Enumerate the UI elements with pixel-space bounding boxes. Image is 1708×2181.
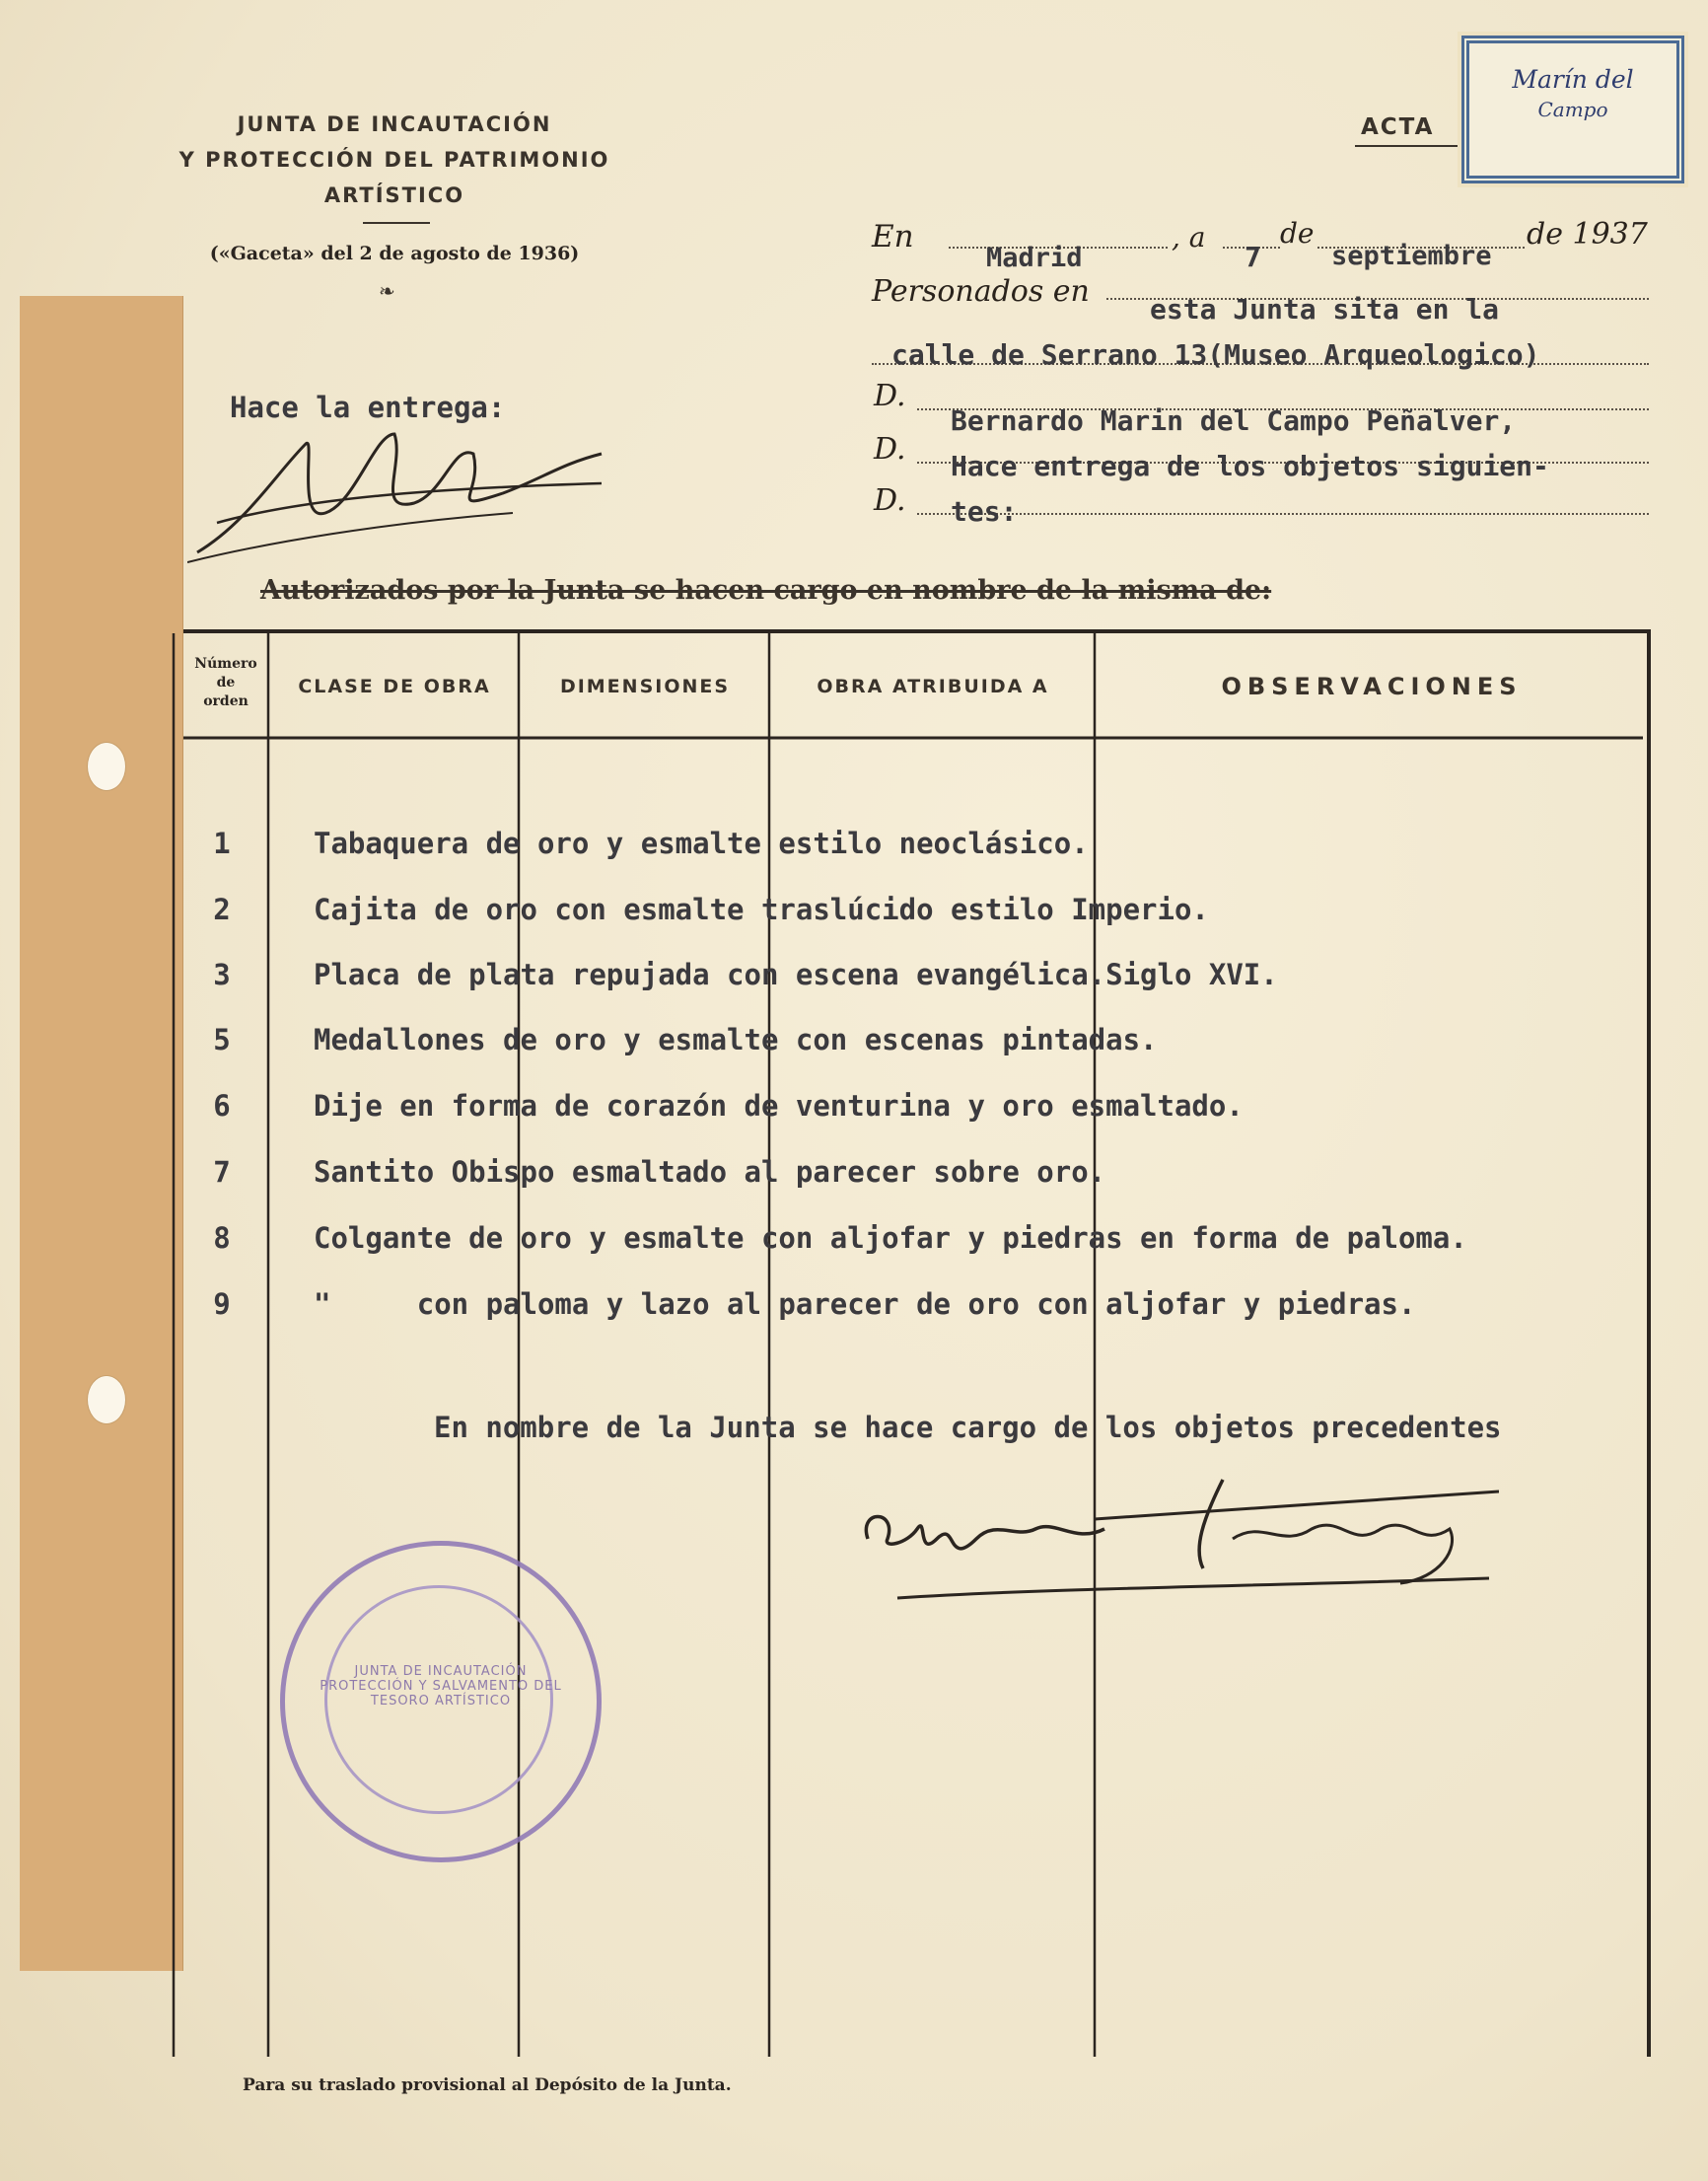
d-label-2: D. xyxy=(874,432,906,467)
header-clase-de-obra: CLASE DE OBRA xyxy=(298,676,491,697)
row-text: " con paloma y lazo al parecer de oro con aljofar y piedras. xyxy=(314,1287,1416,1321)
row-number: 8 xyxy=(213,1221,231,1255)
a-label: , a xyxy=(1172,221,1206,254)
footer-note: Para su traslado provisional al Depósito de la Junta. xyxy=(243,2075,732,2095)
row-text: Colgante de oro y esmalte con aljofar y piedras en forma de paloma. xyxy=(314,1221,1467,1255)
receiver-signature xyxy=(848,1470,1499,1618)
ornament-icon: ❧ xyxy=(379,279,395,303)
header-numero xyxy=(185,655,266,711)
row-text: Cajita de oro con esmalte traslúcido estilo Imperio. xyxy=(314,893,1209,926)
header-obra-atribuida: OBRA ATRIBUIDA A xyxy=(817,676,1049,697)
personados-label: Personados en xyxy=(872,274,1090,309)
row-number: 9 xyxy=(213,1287,231,1321)
header-observaciones: OBSERVACIONES xyxy=(1221,673,1523,700)
en-label: En xyxy=(872,219,914,254)
header-dimensiones: DIMENSIONES xyxy=(559,676,731,697)
seal-text: JUNTA DE INCAUTACIÓN PROTECCIÓN Y SALVAMENTO DEL TESORO ARTÍSTICO xyxy=(320,1664,562,1708)
d-value-1: Bernardo Marin del Campo Peñalver, xyxy=(951,404,1517,437)
year-label: de 1937 xyxy=(1527,217,1648,252)
d-label-1: D. xyxy=(874,379,906,413)
junta-seal xyxy=(280,1541,602,1862)
closing-statement: En nombre de la Junta se hace cargo de los objetos precedentes xyxy=(434,1411,1502,1444)
row-number: 6 xyxy=(213,1089,231,1123)
row-number: 7 xyxy=(213,1155,231,1189)
row-text: Medallones de oro y esmalte con escenas pintadas. xyxy=(314,1023,1158,1056)
row-number: 2 xyxy=(213,893,231,926)
place-value: Madrid xyxy=(986,243,1083,273)
stamp-text-2: Campo xyxy=(1537,98,1608,121)
row-number: 3 xyxy=(213,958,231,991)
d-value-3: tes: xyxy=(951,495,1018,528)
header-numero-1: Número xyxy=(194,656,257,672)
row-text: Santito Obispo esmaltado al parecer sobre oro. xyxy=(314,1155,1106,1189)
org-line-3: ARTÍSTICO xyxy=(323,183,465,207)
day-value: 7 xyxy=(1245,241,1261,273)
row-text: Tabaquera de oro y esmalte estilo neoclásico. xyxy=(314,827,1089,860)
gaceta-reference: («Gaceta» del 2 de agosto de 1936) xyxy=(209,243,580,264)
location-value-2: calle de Serrano 13(Museo Arqueologico) xyxy=(891,338,1540,371)
org-line-1: JUNTA DE INCAUTACIÓN xyxy=(237,112,552,136)
location-value-1: esta Junta sita en la xyxy=(1150,293,1500,326)
row-text: Placa de plata repujada con escena evangélica.Siglo XVI. xyxy=(314,958,1278,991)
hace-entrega-label: Hace la entrega: xyxy=(230,391,506,424)
row-text: Dije en forma de corazón de venturina y oro esmaltado. xyxy=(314,1089,1244,1123)
autorizados-text: Autorizados por la Junta se hacen cargo en nombre de la misma de: xyxy=(260,575,1272,606)
row-number: 1 xyxy=(213,827,231,860)
header-numero-2: de xyxy=(216,675,236,691)
row-number: 5 xyxy=(213,1023,231,1056)
acta-label: ACTA xyxy=(1361,114,1435,140)
org-line-2: Y PROTECCIÓN DEL PATRIMONIO xyxy=(178,148,610,172)
de-label: de xyxy=(1280,217,1315,250)
stamp-text-1: Marín del xyxy=(1512,65,1634,94)
d-label-3: D. xyxy=(874,483,906,518)
d-value-2: Hace entrega de los objetos siguien- xyxy=(951,450,1549,482)
month-value: septiembre xyxy=(1331,241,1492,271)
header-numero-3: orden xyxy=(203,693,249,709)
